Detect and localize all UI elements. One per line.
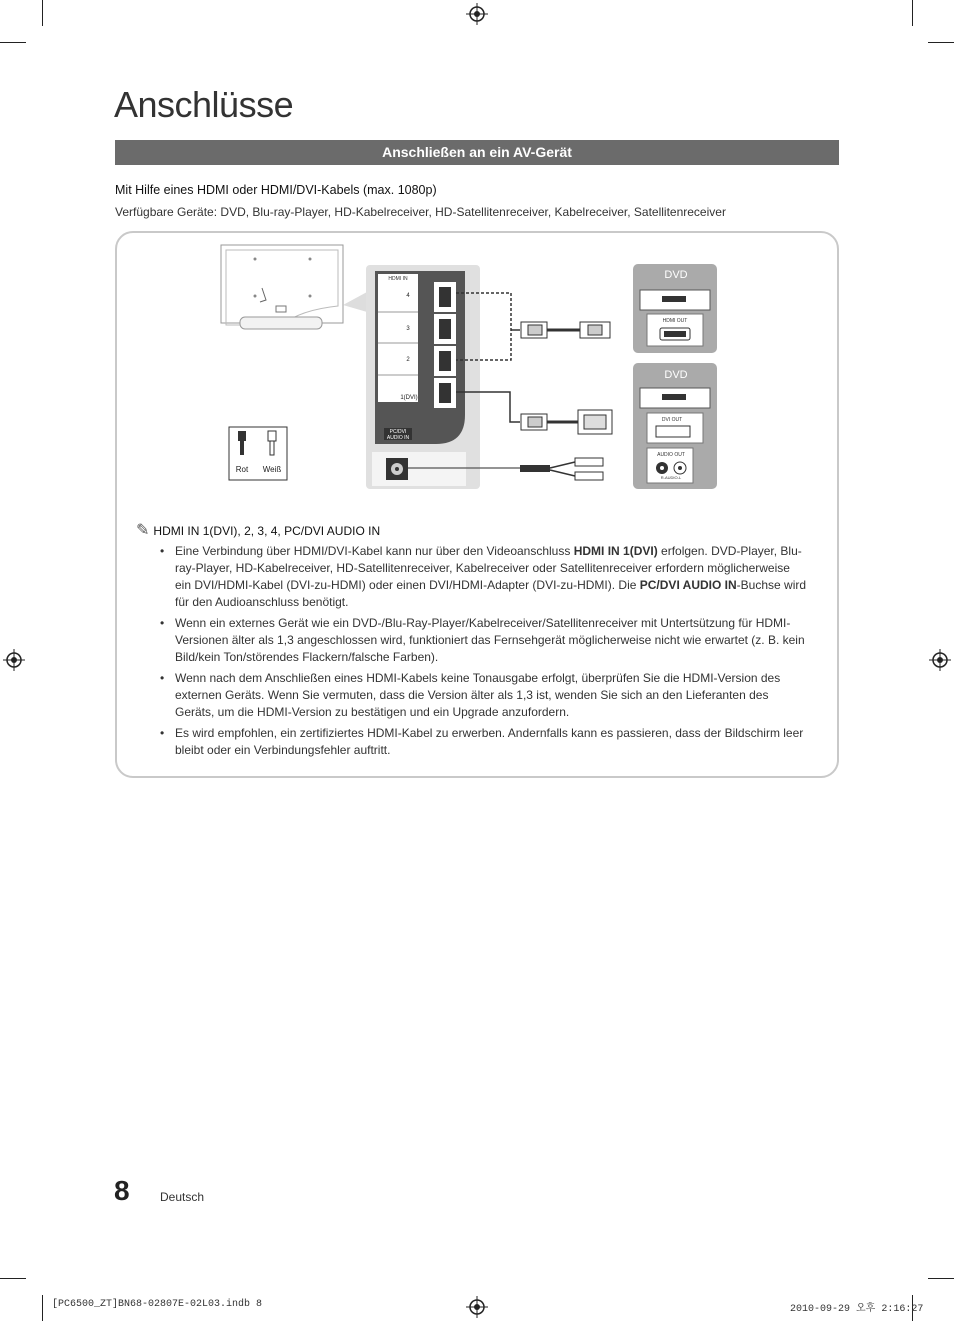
port-label: 2	[406, 357, 410, 363]
port-label: 3	[406, 326, 410, 332]
note-item: • Eine Verbindung über HDMI/DVI-Kabel kann nur über den Videoanschluss HDMI IN 1(DVI) erfolgen. DVD-Player, Blu-ray-Player, HD-Kabelreceiver, HD-Satellitenreceiver, Kabelreceiver oder Satellitenreceiver erfordern möglicherweise ein DVI/HDMI-Kabel (DVI-zu-HDMI) oder einen DVI/HDMI-Adapter (DVI-zu-HDMI). Die PC/DVI AUDIO IN-Buchse wird für den Audioanschluss benötigt.	[158, 543, 808, 611]
dvd-label: DVD	[664, 269, 688, 281]
audio-out-label: AUDIO OUT	[657, 452, 685, 458]
crop-mark	[0, 1278, 26, 1279]
subheading: Mit Hilfe eines HDMI oder HDMI/DVI-Kabels (max. 1080p)	[115, 183, 437, 197]
registration-mark-icon	[466, 1296, 488, 1318]
devices-line: Verfügbare Geräte: DVD, Blu-ray-Player, HD-Kabelreceiver, HD-Satellitenreceiver, Kabelreceiver, Satellitenreceiver	[115, 205, 726, 219]
jack-label-white: Weiß	[262, 465, 282, 474]
audio-cable-icon	[520, 458, 603, 480]
dvd-label: DVD	[664, 369, 688, 381]
hdmi-dvi-cable-icon	[521, 410, 612, 434]
note-pencil-icon: ✎	[136, 522, 150, 539]
crop-mark	[928, 1278, 954, 1279]
hdmi-cable-icon	[521, 322, 610, 338]
note-item: • Wenn ein externes Gerät wie ein DVD-/Blu-Ray-Player/Kabelreceiver/Satellitenreceiver mit Untertsützung für HDMI-Versionen älter als 1,3 angeschlossen wird, funktioniert das Fernsehgerät möglicherweise nicht wie erwartet (z. B. kein Bild/kein Ton/störendes Flackern/falsche Farben).	[158, 615, 808, 666]
dvi-out-label: DVI OUT	[661, 417, 683, 423]
note-item: • Es wird empfohlen, ein zertifiziertes HDMI-Kabel zu erwerben. Andernfalls kann es passieren, dass der Bildschirm leer bleibt oder ein Verbindungsfehler auftritt.	[158, 725, 808, 759]
page-number: 8	[114, 1175, 130, 1206]
jack-label-red: Rot	[235, 465, 249, 474]
connection-diagram	[0, 0, 954, 500]
audio-rl-label: R-AUDIO-L	[660, 475, 682, 480]
hdmi-out-label: HDMI OUT	[662, 318, 688, 324]
audio-in-label: AUDIO IN	[386, 435, 410, 441]
registration-mark-icon	[929, 649, 951, 671]
note-item: • Wenn nach dem Anschließen eines HDMI-Kabels keine Tonausgabe erfolgt, überprüfen Sie die HDMI-Version des externen Geräts. Wenn Sie vermuten, dass die Version älter als 1,3 ist, wenden Sie sich an den Lieferanten des Geräts, um die HDMI-Version zu bestätigen und ein Upgrade anzufordern.	[158, 670, 808, 721]
crop-mark	[42, 1295, 43, 1321]
file-info: [PC6500_ZT]BN68-02807E-02L03.indb 8	[52, 1299, 263, 1310]
note-heading	[136, 520, 380, 540]
note-heading-text: HDMI IN 1(DVI), 2, 3, 4, PC/DVI AUDIO IN	[153, 524, 381, 538]
dvd-player-bottom	[633, 363, 717, 489]
registration-mark-icon	[3, 649, 25, 671]
tv-back-icon	[221, 245, 343, 329]
note-list	[158, 543, 808, 763]
page-title: Anschlüsse	[114, 84, 294, 125]
input-panel	[366, 265, 480, 489]
pc-dvi-label: PC/DVI	[389, 429, 407, 435]
hdmi-in-label: HDMI IN	[388, 276, 408, 282]
timestamp: 2010-09-29 오후 2:16:27	[790, 1304, 924, 1315]
section-title: Anschließen an ein AV-Gerät	[115, 140, 839, 165]
port-label: 1(DVI)	[400, 395, 418, 401]
language-label: Deutsch	[160, 1190, 205, 1204]
port-label: 4	[406, 293, 410, 299]
